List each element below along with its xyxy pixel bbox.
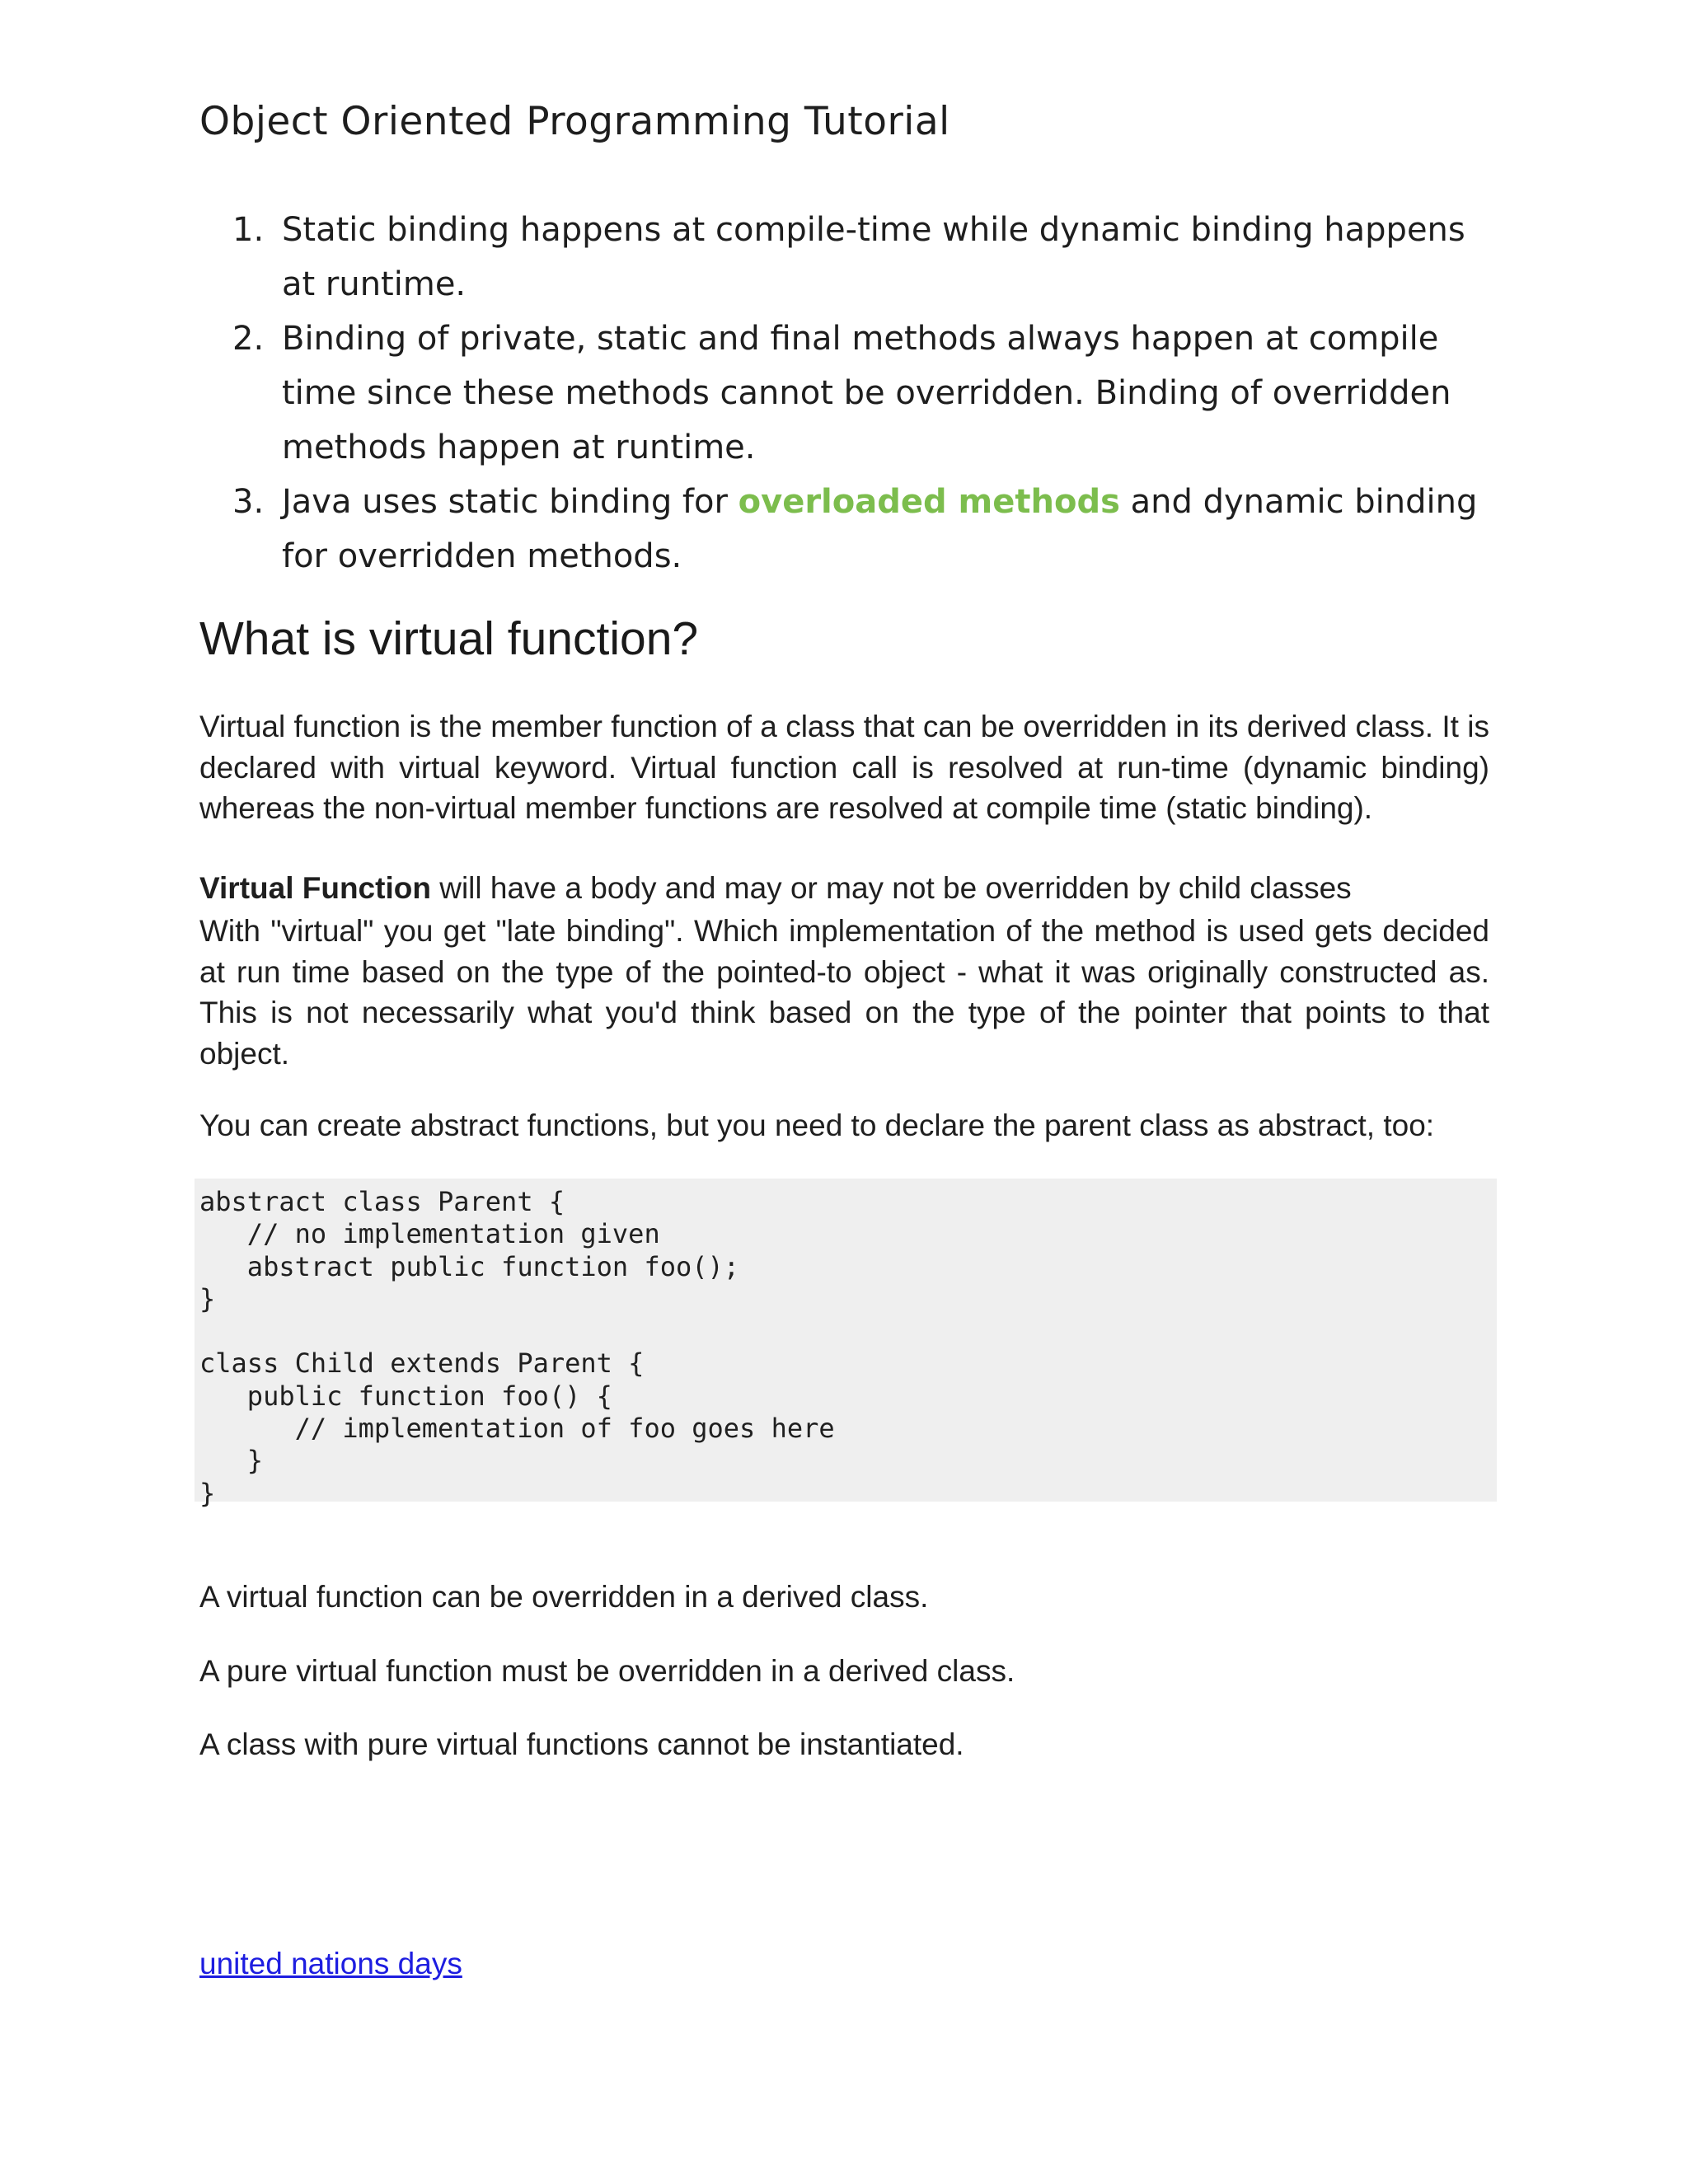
list-item-text-before: Java uses static binding for (282, 483, 738, 521)
page-header: Object Oriented Programming Tutorial (199, 99, 950, 144)
list-item-text-after: and dynamic binding for overridden methods. (282, 483, 1478, 575)
pure-virtual-statement: A pure virtual function must be overridden in a derived class. (199, 1654, 1015, 1688)
code-text: abstract class Parent { // no implementation given abstract public function foo(); } class Child extends Parent { public function foo() { // implementation of foo goes here } } (199, 1186, 835, 1509)
overloaded-methods-link[interactable]: overloaded methods (738, 483, 1120, 521)
list-number: 3. (232, 483, 265, 521)
instantiation-statement: A class with pure virtual functions cannot be instantiated. (199, 1727, 964, 1761)
body-note-text: will have a body and may or may not be overridden by child classes (430, 871, 1352, 905)
abstract-functions-paragraph: You can create abstract functions, but you need to declare the parent class as abstract, too: (199, 1108, 1435, 1142)
override-statement: A virtual function can be overridden in a derived class. (199, 1580, 929, 1614)
list-item (199, 312, 1493, 475)
list-item (199, 475, 1493, 583)
binding-facts-list (199, 203, 1493, 583)
virtual-function-definition: Virtual function is the member function of a class that can be overridden in its derived class. It is declared with virtual keyword. Virtual function call is resolved at run-time (dynamic binding) whereas the non-virtual member functions are resolved at compile time (static binding). (199, 710, 1489, 825)
section-heading: What is virtual function? (199, 612, 699, 665)
list-number: 1. (232, 211, 265, 249)
list-item (199, 203, 1493, 312)
list-item-text: Binding of private, static and final methods always happen at compile time since these methods cannot be overridden. Binding of overridden methods happen at runtime. (282, 320, 1451, 466)
code-block (195, 1179, 1497, 1509)
virtual-function-body-note (199, 868, 1489, 909)
list-item-text: Static binding happens at compile-time while dynamic binding happens at runtime. (282, 211, 1465, 303)
late-binding-paragraph: With "virtual" you get "late binding". Which implementation of the method is used gets decided at run time based on the type of the pointed-to object - what it was originally constructed as. This is not necessarily what you'd think based on the type of the pointer that points to that object. (199, 914, 1489, 1071)
united-nations-days-link[interactable]: united nations days (199, 1947, 462, 1980)
bold-term: Virtual Function (199, 871, 431, 905)
list-number: 2. (232, 320, 265, 358)
